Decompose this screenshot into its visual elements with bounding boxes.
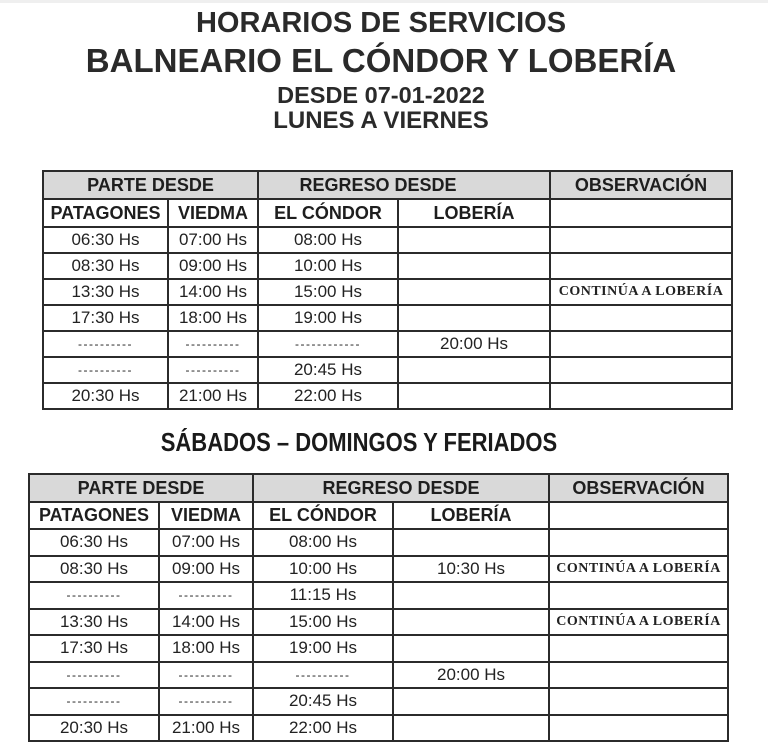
cell-el-condor: 15:00 Hs <box>258 279 398 305</box>
cell-viedma: 07:00 Hs <box>168 227 258 253</box>
group-header-departs-from: PARTE DESDE <box>29 474 253 502</box>
cell-el-condor: 19:00 Hs <box>258 305 398 331</box>
cell-patagones: 06:30 Hs <box>29 529 159 556</box>
cell-el-condor: 22:00 Hs <box>253 715 393 742</box>
cell-patagones: 17:30 Hs <box>43 305 168 331</box>
cell-viedma: ---------- <box>168 331 258 357</box>
cell-patagones: 08:30 Hs <box>29 556 159 583</box>
cell-patagones: ---------- <box>29 662 159 689</box>
cell-loberia <box>398 383 550 409</box>
cell-loberia: 10:30 Hs <box>393 556 549 583</box>
cell-patagones: 13:30 Hs <box>29 609 159 636</box>
table-row <box>43 227 732 253</box>
cell-loberia <box>393 529 549 556</box>
cell-el-condor: 15:00 Hs <box>253 609 393 636</box>
table-row <box>29 635 728 662</box>
cell-el-condor: 10:00 Hs <box>258 253 398 279</box>
cell-loberia <box>398 227 550 253</box>
table-row <box>29 529 728 556</box>
column-header-viedma: VIEDMA <box>159 502 253 529</box>
cell-patagones: 13:30 Hs <box>43 279 168 305</box>
cell-patagones: 06:30 Hs <box>43 227 168 253</box>
cell-viedma: ---------- <box>159 582 253 609</box>
cell-observacion <box>550 357 732 383</box>
weekend-title: SÁBADOS – DOMINGOS Y FERIADOS <box>160 427 558 458</box>
group-header-returns-from: REGRESO DESDE <box>258 171 550 199</box>
table-row <box>29 582 728 609</box>
column-header-observation-empty <box>550 199 732 227</box>
column-header-row <box>43 199 732 227</box>
group-header-observation: OBSERVACIÓN <box>550 171 732 199</box>
cell-loberia <box>398 253 550 279</box>
cell-viedma: 14:00 Hs <box>159 609 253 636</box>
cell-loberia <box>393 609 549 636</box>
cell-observacion <box>550 331 732 357</box>
cell-patagones: 20:30 Hs <box>29 715 159 742</box>
cell-viedma: 09:00 Hs <box>168 253 258 279</box>
cell-patagones: ---------- <box>43 357 168 383</box>
group-header-returns-from: REGRESO DESDE <box>253 474 549 502</box>
cell-viedma: 09:00 Hs <box>159 556 253 583</box>
weekday-schedule-table <box>42 170 733 410</box>
cell-viedma: 18:00 Hs <box>159 635 253 662</box>
cell-observacion: CONTINÚA A LOBERÍA <box>549 556 728 583</box>
column-header-el-condor: EL CÓNDOR <box>253 502 393 529</box>
cell-patagones: 17:30 Hs <box>29 635 159 662</box>
cell-viedma: ---------- <box>168 357 258 383</box>
column-header-patagones: PATAGONES <box>29 502 159 529</box>
cell-observacion <box>549 688 728 715</box>
cell-loberia <box>398 305 550 331</box>
weekend-schedule-table <box>28 473 729 742</box>
cell-viedma: 21:00 Hs <box>168 383 258 409</box>
cell-loberia <box>393 635 549 662</box>
top-band <box>0 0 768 3</box>
cell-el-condor: 22:00 Hs <box>258 383 398 409</box>
cell-observacion <box>550 383 732 409</box>
cell-observacion <box>550 227 732 253</box>
cell-observacion <box>550 253 732 279</box>
cell-el-condor: 20:45 Hs <box>258 357 398 383</box>
cell-observacion <box>549 715 728 742</box>
cell-el-condor: 08:00 Hs <box>258 227 398 253</box>
cell-viedma: 07:00 Hs <box>159 529 253 556</box>
effective-date: DESDE 07-01-2022 <box>277 82 485 108</box>
page-title: HORARIOS DE SERVICIOS <box>195 7 567 39</box>
group-header-row <box>29 474 728 502</box>
cell-observacion: CONTINÚA A LOBERÍA <box>549 609 728 636</box>
cell-patagones: 08:30 Hs <box>43 253 168 279</box>
table-row <box>29 688 728 715</box>
cell-viedma: ---------- <box>159 662 253 689</box>
cell-observacion <box>550 305 732 331</box>
cell-el-condor: ---------- <box>253 662 393 689</box>
cell-observacion <box>549 582 728 609</box>
column-header-patagones: PATAGONES <box>43 199 168 227</box>
group-header-observation: OBSERVACIÓN <box>549 474 728 502</box>
cell-loberia <box>393 688 549 715</box>
cell-viedma: 14:00 Hs <box>168 279 258 305</box>
cell-patagones: ---------- <box>29 688 159 715</box>
cell-loberia <box>393 582 549 609</box>
table-row <box>43 305 732 331</box>
cell-loberia <box>398 357 550 383</box>
cell-loberia: 20:00 Hs <box>398 331 550 357</box>
cell-loberia <box>398 279 550 305</box>
cell-patagones: ---------- <box>29 582 159 609</box>
cell-loberia: 20:00 Hs <box>393 662 549 689</box>
table-row <box>29 609 728 636</box>
table-row <box>29 662 728 689</box>
cell-patagones: 20:30 Hs <box>43 383 168 409</box>
cell-viedma: 21:00 Hs <box>159 715 253 742</box>
column-header-loberia: LOBERÍA <box>398 199 550 227</box>
weekday-schedule-body <box>43 227 732 409</box>
weekday-label: LUNES A VIERNES <box>273 107 489 134</box>
weekend-section-title <box>0 427 718 458</box>
cell-observacion <box>549 662 728 689</box>
cell-observacion: CONTINÚA A LOBERÍA <box>550 279 732 305</box>
cell-el-condor: 08:00 Hs <box>253 529 393 556</box>
column-header-row <box>29 502 728 529</box>
cell-viedma: ---------- <box>159 688 253 715</box>
group-header-row <box>43 171 732 199</box>
group-header-departs-from: PARTE DESDE <box>43 171 258 199</box>
cell-loberia <box>393 715 549 742</box>
cell-el-condor: 10:00 Hs <box>253 556 393 583</box>
cell-observacion <box>549 529 728 556</box>
cell-el-condor: 11:15 Hs <box>253 582 393 609</box>
column-header-loberia: LOBERÍA <box>393 502 549 529</box>
table-row <box>43 253 732 279</box>
table-row <box>43 383 732 409</box>
table-row <box>43 331 732 357</box>
weekend-schedule-body <box>29 529 728 741</box>
cell-observacion <box>549 635 728 662</box>
cell-el-condor: ------------ <box>258 331 398 357</box>
table-row <box>29 556 728 583</box>
column-header-observation-empty <box>549 502 728 529</box>
table-row <box>43 279 732 305</box>
cell-el-condor: 19:00 Hs <box>253 635 393 662</box>
page-subtitle: BALNEARIO EL CÓNDOR Y LOBERÍA <box>85 42 677 79</box>
cell-patagones: ---------- <box>43 331 168 357</box>
cell-viedma: 18:00 Hs <box>168 305 258 331</box>
cell-el-condor: 20:45 Hs <box>253 688 393 715</box>
column-header-viedma: VIEDMA <box>168 199 258 227</box>
column-header-el-condor: EL CÓNDOR <box>258 199 398 227</box>
table-row <box>43 357 732 383</box>
table-row <box>29 715 728 742</box>
